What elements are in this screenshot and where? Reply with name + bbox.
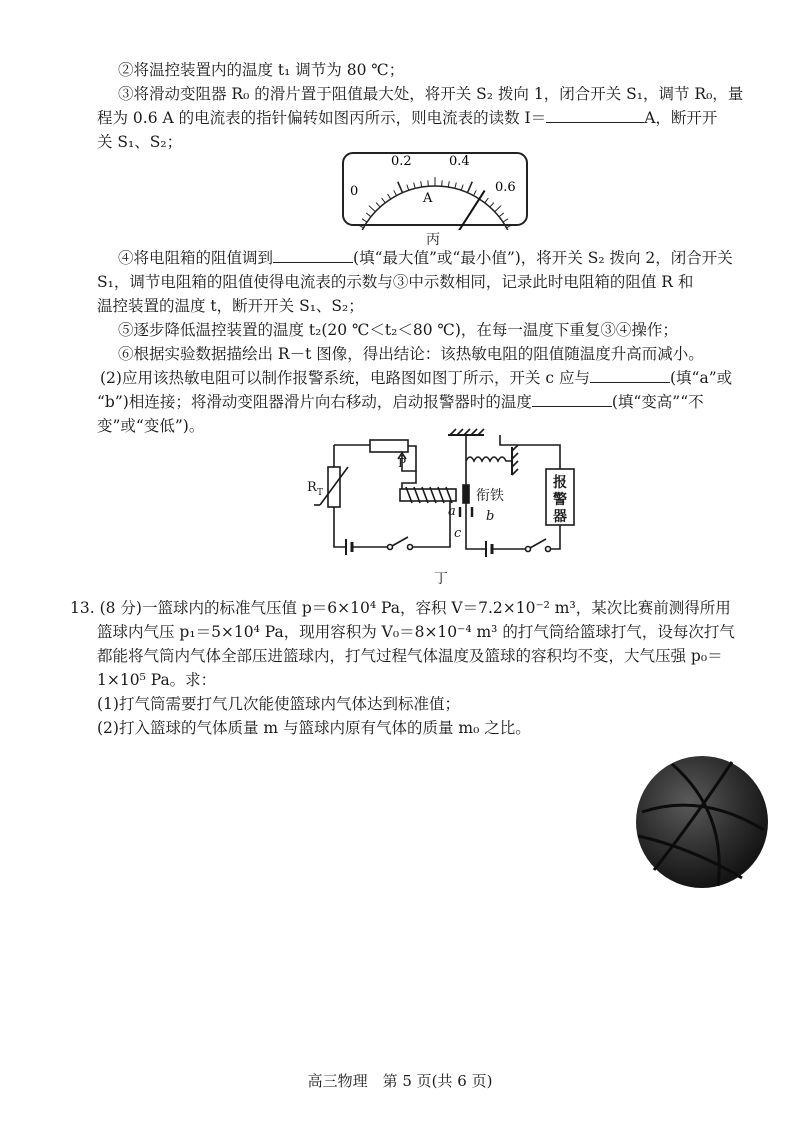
spring xyxy=(466,457,512,461)
part-2-text-d: (填“变高”“不 xyxy=(611,393,704,411)
step-5: ⑤逐步降低温控装置的温度 t₂(20 ℃＜t₂＜80 ℃)，在每一温度下重复③④操作； xyxy=(118,321,678,339)
figure-caption-bing: 丙 xyxy=(426,232,440,248)
part-2-line-2 xyxy=(97,390,704,414)
step-4-line-3: 温控装置的温度 t，断开开关 S₁、S₂； xyxy=(97,297,364,315)
tick-label-0.6: 0.6 xyxy=(495,180,516,195)
basketball-icon xyxy=(632,752,772,892)
step-4-text-a: ④将电阻箱的阻值调到 xyxy=(118,249,274,267)
step-4-line-1 xyxy=(118,246,733,270)
thermistor-label-sub: T xyxy=(317,488,324,498)
answer-blank-current[interactable] xyxy=(546,106,644,123)
step-3-line-3: 关 S₁、S₂； xyxy=(97,133,183,151)
ammeter-figure xyxy=(340,150,530,230)
switch-2-blade[interactable] xyxy=(530,539,546,548)
wire-right-up xyxy=(550,525,560,549)
figure-caption-ding: 丁 xyxy=(434,571,448,587)
step-3-line-2 xyxy=(97,106,717,130)
thermistor-label: R xyxy=(307,480,317,495)
alarm-char-2: 警 xyxy=(553,492,567,508)
step-3-line-1: ③将滑动变阻器 R₀ 的滑片置于阻值最大处，将开关 S₂ 拨向 1，闭合开关 S₁，调节 R₀，量 xyxy=(118,85,744,103)
contact-a-label: a xyxy=(448,504,456,519)
alarm-char-1: 报 xyxy=(553,475,567,491)
step-4-line-2: S₁，调节电阻箱的阻值使得电流表的示数与③中示数相同，记录此时电阻箱的阻值 R 和 xyxy=(97,273,694,291)
switch-1-blade[interactable] xyxy=(392,537,408,546)
part-2-line-1 xyxy=(100,366,732,390)
armature-label: 衔铁 xyxy=(476,488,504,504)
ammeter-unit: A xyxy=(423,191,433,206)
alarm-char-3: 器 xyxy=(553,509,567,525)
slider-label: P xyxy=(398,456,407,470)
part-2-line-3: 变”或“变低”)。 xyxy=(97,417,205,435)
tick-label-0.4: 0.4 xyxy=(449,154,470,169)
answer-blank-resistance[interactable] xyxy=(273,246,353,263)
contact-b-label: b xyxy=(486,509,495,524)
tick-label-0.2: 0.2 xyxy=(391,154,412,169)
page-footer: 高三物理 第 5 页(共 6 页) xyxy=(307,1072,493,1090)
q13-sub-2: (2)打入篮球的气体质量 m 与篮球内原有气体的质量 m₀ 之比。 xyxy=(97,719,531,737)
answer-blank-switch[interactable] xyxy=(590,366,670,383)
alarm-circuit-figure xyxy=(290,425,590,570)
part-2-text-b: (填“a”或 xyxy=(670,369,733,387)
wire-to-coil xyxy=(402,471,416,489)
step-3-text-b: A，断开开 xyxy=(644,109,718,127)
armature-iron xyxy=(463,485,469,503)
step-6: ⑥根据实验数据描绘出 R－t 图像，得出结论：该热敏电阻的阻值随温度升高而减小。 xyxy=(118,345,704,363)
answer-blank-temperature[interactable] xyxy=(532,390,612,407)
part-2-text-a: (2)应用该热敏电阻可以制作报警系统，电路图如图丁所示，开关 c 应与 xyxy=(100,369,590,387)
wire-right-bottom xyxy=(466,537,486,549)
switch-1-contact xyxy=(408,545,413,550)
wire-left-return xyxy=(412,501,450,547)
part-2-text-c: “b”)相连接；将滑动变阻器滑片向右移动，启动报警器时的温度 xyxy=(97,393,532,411)
step-4-text-b: (填“最大值”或“最小值”)，将开关 S₂ 拨向 2，闭合开关 xyxy=(353,249,733,267)
step-2: ②将温控装置内的温度 t₁ 调节为 80 ℃； xyxy=(118,61,405,79)
switch-2-contact xyxy=(546,547,551,552)
q13-line-4: 1×10⁵ Pa。求： xyxy=(97,671,217,689)
rheostat xyxy=(370,440,408,452)
contact-c-label: c xyxy=(454,526,462,541)
step-3-text-a: 程为 0.6 A 的电流表的指针偏转如图丙所示，则电流表的读数 I＝ xyxy=(97,109,547,127)
wire-alarm-top xyxy=(500,435,560,469)
tick-label-0: 0 xyxy=(350,184,359,199)
q13-line-3: 都能将气筒内气体全部压进篮球内，打气过程气体温度及篮球的容积均不变，大气压强 p₀＝ xyxy=(97,647,723,665)
q13-sub-1: (1)打气筒需要打气几次能使篮球内气体达到标准值； xyxy=(97,695,460,713)
q13-line-2: 篮球内气压 p₁＝5×10⁴ Pa，现用容积为 V₀＝8×10⁻⁴ m³ 的打气筒给篮球打气，设每次打气 xyxy=(97,623,735,641)
q13-line-1: 13. (8 分)一篮球内的标准气压值 p＝6×10⁴ Pa，容积 V＝7.2×10⁻² m³，某次比赛前测得所用 xyxy=(70,599,731,617)
